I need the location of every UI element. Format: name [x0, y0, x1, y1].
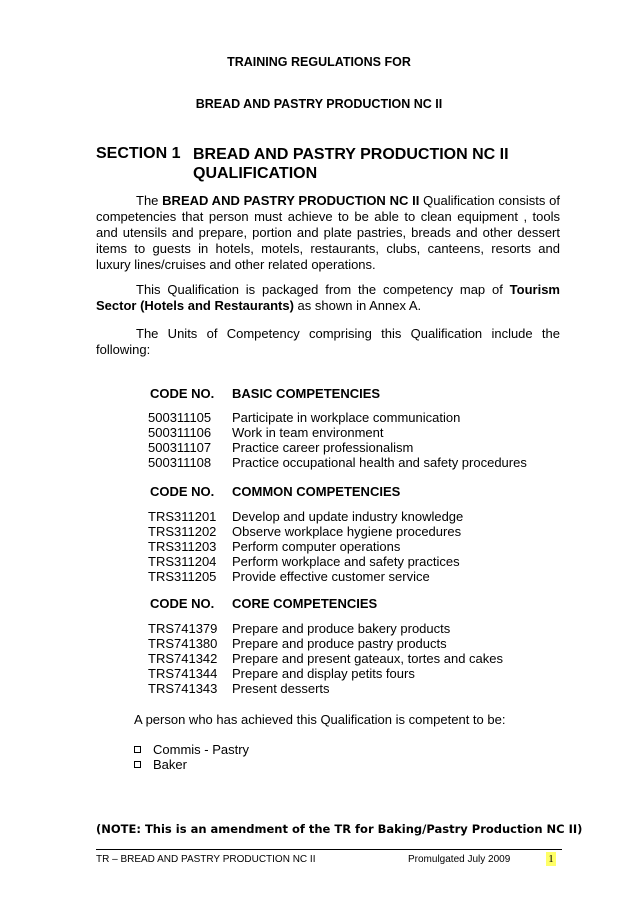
competency-code: TRS741379	[148, 621, 218, 636]
competency-code: 500311106	[148, 425, 212, 440]
competency-code: TRS311204	[148, 554, 217, 569]
competency-description: Provide effective customer service	[232, 569, 430, 584]
competency-description: Participate in workplace communication	[232, 410, 461, 425]
competency-code: TRS741343	[148, 681, 218, 696]
competency-description: Perform workplace and safety practices	[232, 554, 460, 569]
competency-code: TRS741380	[148, 636, 218, 651]
competency-description: Prepare and present gateaux, tortes and cakes	[232, 651, 504, 666]
competency-row	[0, 539, 638, 554]
doc-title-line1: TRAINING REGULATIONS FOR	[227, 55, 411, 69]
basic-competencies-header	[0, 386, 638, 401]
code-column-header: CODE NO.	[150, 596, 215, 611]
section-title: BREAD AND PASTRY PRODUCTION NC II QUALIFICATION	[193, 146, 509, 182]
doc-title-line2: BREAD AND PASTRY PRODUCTION NC II	[195, 97, 443, 111]
competency-description: Practice career professionalism	[232, 440, 414, 455]
competency-group-title: COMMON COMPETENCIES	[232, 484, 401, 499]
competency-description: Perform computer operations	[232, 539, 401, 554]
competency-row	[0, 554, 638, 569]
competency-row	[0, 509, 638, 524]
competency-row	[0, 651, 638, 666]
competency-row	[0, 455, 638, 470]
intro-paragraph-1: The BREAD AND PASTRY PRODUCTION NC II Qualification consists of competencies that person must achieve to be able to clean equipment , tools and utensils and prepare, portion and plate pastries, breads and other dessert items to guests in hotels, motels, restaurants, clubs, canteens, resorts and luxury lines/cruises and other related operations.	[96, 193, 560, 272]
footer-divider	[96, 849, 562, 850]
page-number: 1	[546, 852, 556, 866]
competency-row	[0, 410, 638, 425]
footer-date: Promulgated July 2009	[408, 854, 511, 865]
checkbox-bullet-icon	[134, 746, 141, 753]
competency-row	[0, 636, 638, 651]
competency-code: 500311108	[148, 455, 212, 470]
competency-code: 500311107	[148, 440, 212, 455]
competency-code: TRS741342	[148, 651, 218, 666]
competency-code: TRS311201	[148, 509, 217, 524]
competency-row	[0, 524, 638, 539]
checkbox-bullet-icon	[134, 761, 141, 768]
competency-code: TRS311203	[148, 539, 217, 554]
core-competencies-header	[0, 596, 638, 611]
list-item: Commis - Pastry	[134, 742, 249, 757]
intro-paragraph-3: The Units of Competency comprising this Qualification include the following:	[96, 326, 560, 357]
competency-description: Work in team environment	[232, 425, 384, 440]
competency-group-title: BASIC COMPETENCIES	[232, 386, 381, 401]
common-competencies-header	[0, 484, 638, 499]
competency-description: Prepare and produce bakery products	[232, 621, 451, 636]
competency-group-title: CORE COMPETENCIES	[232, 596, 378, 611]
competency-row	[0, 666, 638, 681]
competency-code: TRS311202	[148, 524, 217, 539]
code-column-header: CODE NO.	[150, 386, 215, 401]
competency-row	[0, 621, 638, 636]
competency-row	[0, 440, 638, 455]
footer-title: TR – BREAD AND PASTRY PRODUCTION NC II	[96, 854, 316, 865]
competency-description: Observe workplace hygiene procedures	[232, 524, 462, 539]
intro-paragraph-2: This Qualification is packaged from the competency map of Tourism Sector (Hotels and Restaurants) as shown in Annex A.	[96, 282, 560, 313]
section-number: SECTION 1	[96, 145, 181, 162]
competency-code: 500311105	[148, 410, 212, 425]
competency-row	[0, 425, 638, 440]
amendment-note: (NOTE: This is an amendment of the TR for Baking/Pastry Production NC II)	[96, 822, 583, 836]
competency-description: Present desserts	[232, 681, 330, 696]
achievement-statement: A person who has achieved this Qualification is competent to be:	[134, 712, 506, 727]
list-item: Baker	[134, 757, 187, 772]
competency-description: Develop and update industry knowledge	[232, 509, 464, 524]
competency-description: Prepare and produce pastry products	[232, 636, 447, 651]
competency-code: TRS311205	[148, 569, 217, 584]
competency-row	[0, 569, 638, 584]
competency-description: Prepare and display petits fours	[232, 666, 415, 681]
competency-row	[0, 681, 638, 696]
code-column-header: CODE NO.	[150, 484, 215, 499]
competency-description: Practice occupational health and safety procedures	[232, 455, 527, 470]
competency-code: TRS741344	[148, 666, 218, 681]
